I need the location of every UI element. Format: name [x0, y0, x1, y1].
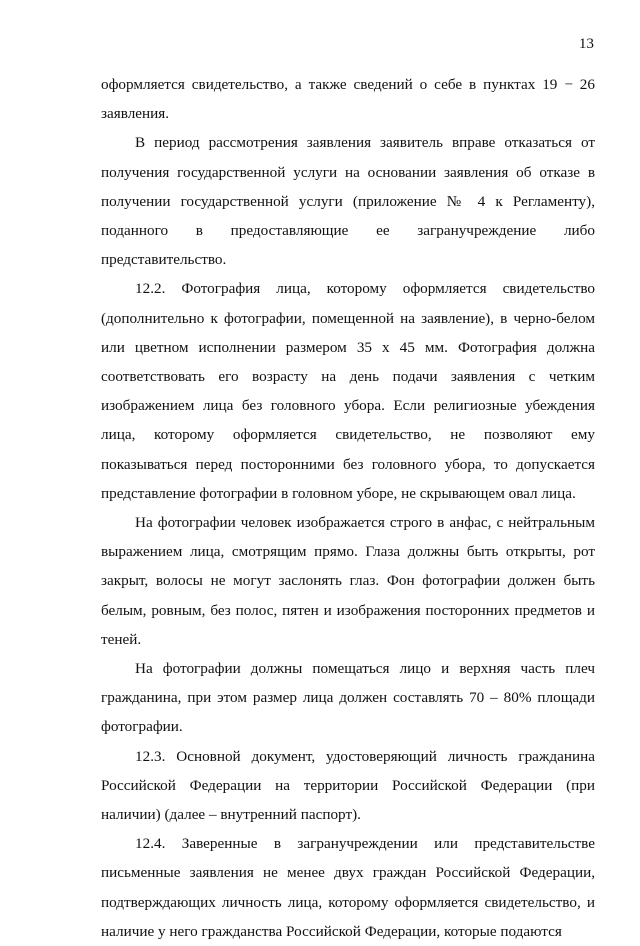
paragraph-12-2-photo: 12.2. Фотография лица, которому оформляется свидетельство (дополнительно к фотографии, помещенной на заявление), в черно-белом или цветном исполнении размером 35 x 45 мм. Фотография должна соответствовать его возрасту на день подачи заявления с четким изображением лица без головного убора. Если религиозные убеждения лица, которому оформляется свидетельство, не позволяют ему показываться перед посторонними без головного убора, то допускается представление фотографии в головном уборе, не скрывающем овал лица.: [101, 280, 595, 502]
paragraph-photo-face-size: На фотографии должны помещаться лицо и верхняя часть плеч гражданина, при этом размер лица должен составлять 70 – 80% площади фотографии.: [101, 660, 595, 736]
paragraph-photo-pose: На фотографии человек изображается строго в анфас, с нейтральным выражением лица, смотрящим прямо. Глаза должны быть открыты, рот закрыт, волосы не могут заслонять глаз. Фон фотографии должен быть белым, ровным, без полос, пятен и изображения посторонних предметов и теней.: [101, 514, 595, 648]
paragraph-refusal-right: В период рассмотрения заявления заявитель вправе отказаться от получения государственной услуги на основании заявления об отказе в получении государственной услуги (приложение № 4 к Регламенту), поданного в предоставляющие ее загранучреждение либо представительство.: [101, 134, 595, 269]
page-number: 13: [578, 35, 594, 52]
document-body: [101, 70, 595, 946]
paragraph-12-4-statements: 12.4. Заверенные в загранучреждении или представительстве письменные заявления не менее двух граждан Российской Федерации, подтверждающих личность лица, которому оформляется свидетельство, и наличие у него гражданства Российской Федерации, которые подаются: [101, 835, 595, 940]
paragraph-12-3-passport: 12.3. Основной документ, удостоверяющий личность гражданина Российской Федерации на территории Российской Федерации (при наличии) (далее – внутренний паспорт).: [101, 747, 595, 824]
paragraph-continuation: оформляется свидетельство, а также сведений о себе в пунктах 19 − 26 заявления.: [101, 76, 595, 123]
